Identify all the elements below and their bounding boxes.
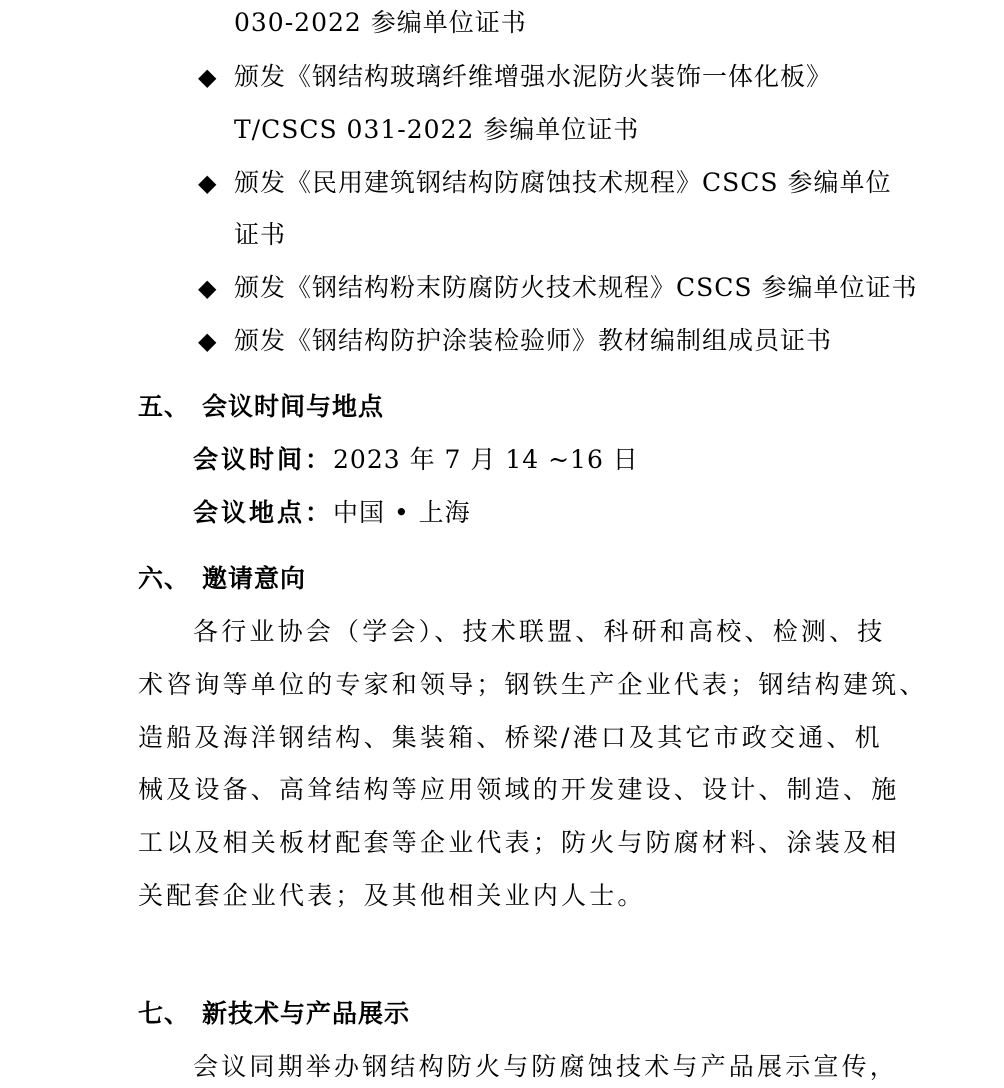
meeting-place-label: 会议地点： [193, 498, 334, 527]
diamond-icon: ◆ [198, 169, 217, 197]
list-item-3: 颁发《钢结构粉末防腐防火技术规程》CSCS 参编单位证书 [234, 273, 918, 302]
section-5-number: 五、 [138, 392, 191, 421]
section-6-paragraph-line: 造船及海洋钢结构、集装箱、桥梁/港口及其它市政交通、机 [138, 723, 883, 752]
section-5-heading [138, 390, 384, 424]
section-7-heading [138, 997, 410, 1031]
section-6-paragraph-line: 械及设备、高耸结构等应用领域的开发建设、设计、制造、施 [138, 775, 900, 804]
diamond-icon: ◆ [198, 274, 217, 302]
meeting-time-label: 会议时间： [193, 445, 334, 474]
section-7-title: 新技术与产品展示 [202, 999, 411, 1028]
list-item-2-line-1: 颁发《民用建筑钢结构防腐蚀技术规程》CSCS 参编单位 [234, 168, 892, 197]
section-6-paragraph-line: 关配套企业代表；及其他相关业内人士。 [138, 881, 646, 910]
list-item-2-line-2: 证书 [234, 220, 287, 249]
meeting-place-row [193, 496, 471, 530]
section-6-heading [138, 562, 306, 596]
section-6-paragraph-line: 各行业协会（学会）、技术联盟、科研和高校、检测、技 [193, 617, 886, 646]
section-7-number: 七、 [138, 999, 191, 1028]
section-6-title: 邀请意向 [202, 564, 307, 593]
section-6-number: 六、 [138, 564, 191, 593]
section-6-paragraph-line: 工以及相关板材配套等企业代表；防火与防腐材料、涂装及相 [138, 828, 900, 857]
list-item-1-line-1: 颁发《钢结构玻璃纤维增强水泥防火装饰一体化板》 [234, 62, 833, 91]
meeting-place-value: 中国 • 上海 [333, 498, 471, 527]
meeting-time-row [193, 443, 639, 477]
diamond-icon: ◆ [198, 327, 217, 355]
section-7-paragraph-line: 会议同期举办钢结构防火与防腐蚀技术与产品展示宣传， [193, 1052, 899, 1081]
list-item-continuation: 030-2022 参编单位证书 [234, 8, 527, 37]
section-6-paragraph-line: 术咨询等单位的专家和领导；钢铁生产企业代表；钢结构建筑、 [138, 670, 928, 699]
diamond-icon: ◆ [198, 63, 217, 91]
list-item-4: 颁发《钢结构防护涂装检验师》教材编制组成员证书 [234, 326, 833, 355]
meeting-time-value: 2023 年 7 月 14 ~16 日 [333, 445, 639, 474]
section-5-title: 会议时间与地点 [202, 392, 385, 421]
list-item-1-line-2: T/CSCS 031-2022 参编单位证书 [234, 115, 640, 144]
